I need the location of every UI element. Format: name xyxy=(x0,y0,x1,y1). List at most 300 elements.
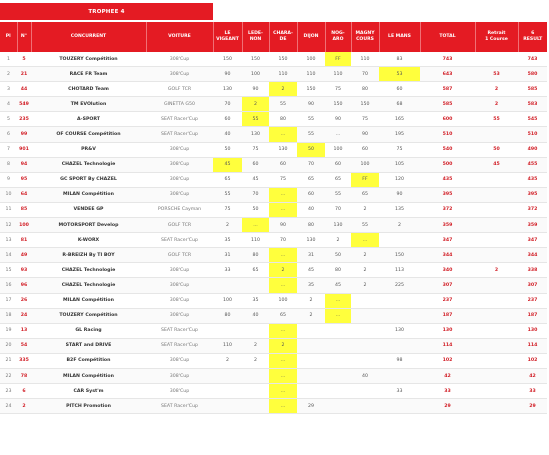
le-vigeant-cell: 31 xyxy=(213,248,242,263)
le-vigeant-cell: 110 xyxy=(213,338,242,353)
car-cell: SEAT Racer'Cup xyxy=(146,338,213,353)
dijon-cell: 2 xyxy=(297,308,325,323)
team-cell: TOUZERY Compétition xyxy=(31,52,146,67)
total-cell: 643 xyxy=(420,67,475,82)
team-cell: CHOTARD Team xyxy=(31,82,146,97)
ledenon-cell xyxy=(242,368,269,383)
car-cell: 308'Cup xyxy=(146,67,213,82)
car-number-cell: 6 xyxy=(17,384,31,399)
nogaro-cell: 70 xyxy=(325,202,351,217)
car-number-cell: 21 xyxy=(17,67,31,82)
car-cell: GINETTA G50 xyxy=(146,97,213,112)
ledenon-cell: 50 xyxy=(242,202,269,217)
retrait-cell xyxy=(475,187,518,202)
charade-cell: 150 xyxy=(269,52,297,67)
dijon-cell: 29 xyxy=(297,399,325,414)
total-cell: 114 xyxy=(420,338,475,353)
magny-cours-cell: 40 xyxy=(351,368,379,383)
table-header-row xyxy=(0,22,547,52)
header-number: N° xyxy=(17,22,31,52)
total-cell: 435 xyxy=(420,172,475,187)
le-vigeant-cell: 55 xyxy=(213,187,242,202)
nogaro-cell: 60 xyxy=(325,157,351,172)
magny-cours-cell: 55 xyxy=(351,218,379,233)
total-cell: 743 xyxy=(420,52,475,67)
header-total: TOTAL xyxy=(420,22,475,52)
ledenon-cell: 2 xyxy=(242,338,269,353)
ledenon-cell xyxy=(242,278,269,293)
position-cell: 22 xyxy=(0,368,17,383)
position-cell: 3 xyxy=(0,82,17,97)
dijon-cell: 80 xyxy=(297,218,325,233)
retrait-cell xyxy=(475,323,518,338)
header-result: 6 RESULT xyxy=(518,22,547,52)
dijon-cell: 150 xyxy=(297,82,325,97)
le-mans-cell: 130 xyxy=(379,323,420,338)
ledenon-cell: ... xyxy=(242,218,269,233)
total-cell: 307 xyxy=(420,278,475,293)
magny-cours-cell xyxy=(351,384,379,399)
result-cell: 307 xyxy=(518,278,547,293)
car-number-cell: 81 xyxy=(17,233,31,248)
le-vigeant-cell: 130 xyxy=(213,82,242,97)
le-mans-cell: 60 xyxy=(379,82,420,97)
charade-cell: ... xyxy=(269,323,297,338)
car-number-cell: 93 xyxy=(17,263,31,278)
le-mans-cell: 165 xyxy=(379,112,420,127)
table-row xyxy=(0,52,547,67)
ledenon-cell: 45 xyxy=(242,172,269,187)
total-cell: 395 xyxy=(420,187,475,202)
team-cell: R-BREIZH By TI BOY xyxy=(31,248,146,263)
team-cell: PR&V xyxy=(31,142,146,157)
ledenon-cell: 110 xyxy=(242,233,269,248)
nogaro-cell xyxy=(325,368,351,383)
nogaro-cell: ... xyxy=(325,293,351,308)
result-cell: 435 xyxy=(518,172,547,187)
magny-cours-cell: 2 xyxy=(351,202,379,217)
car-cell: 308'Cup xyxy=(146,353,213,368)
dijon-cell: 55 xyxy=(297,127,325,142)
nogaro-cell: ... xyxy=(325,308,351,323)
le-vigeant-cell: 100 xyxy=(213,293,242,308)
total-cell: 500 xyxy=(420,157,475,172)
total-cell: 344 xyxy=(420,248,475,263)
charade-cell: 110 xyxy=(269,67,297,82)
team-cell: B2F Compétition xyxy=(31,353,146,368)
nogaro-cell: ... xyxy=(325,127,351,142)
le-mans-cell: 135 xyxy=(379,202,420,217)
nogaro-cell: 50 xyxy=(325,248,351,263)
result-cell: 455 xyxy=(518,157,547,172)
retrait-cell: 2 xyxy=(475,263,518,278)
car-cell: GOLF TCR xyxy=(146,82,213,97)
position-cell: 16 xyxy=(0,278,17,293)
dijon-cell: 100 xyxy=(297,52,325,67)
result-cell: 29 xyxy=(518,399,547,414)
result-cell: 114 xyxy=(518,338,547,353)
result-cell: 743 xyxy=(518,52,547,67)
le-mans-cell xyxy=(379,399,420,414)
car-number-cell: 78 xyxy=(17,368,31,383)
retrait-cell xyxy=(475,248,518,263)
le-mans-cell: 75 xyxy=(379,142,420,157)
charade-cell: 65 xyxy=(269,308,297,323)
header-concurrent: CONCURRENT xyxy=(31,22,146,52)
total-cell: 540 xyxy=(420,142,475,157)
charade-cell: ... xyxy=(269,399,297,414)
car-cell: 308'Cup xyxy=(146,142,213,157)
result-cell: 42 xyxy=(518,368,547,383)
magny-cours-cell xyxy=(351,353,379,368)
position-cell: 1 xyxy=(0,52,17,67)
retrait-cell: 2 xyxy=(475,97,518,112)
le-mans-cell xyxy=(379,338,420,353)
team-cell: MILAN Compétition xyxy=(31,293,146,308)
nogaro-cell xyxy=(325,353,351,368)
header-le-vigeant: LE VIGEANT xyxy=(213,22,242,52)
header-le-mans: LE MANS xyxy=(379,22,420,52)
car-cell: SEAT Racer'Cup xyxy=(146,127,213,142)
ledenon-cell xyxy=(242,323,269,338)
car-cell: 308'Cup xyxy=(146,368,213,383)
total-cell: 102 xyxy=(420,353,475,368)
ledenon-cell: 100 xyxy=(242,67,269,82)
header-nogaro: NOG- ARO xyxy=(325,22,351,52)
le-mans-cell: 225 xyxy=(379,278,420,293)
dijon-cell: 60 xyxy=(297,187,325,202)
car-cell: 308'Cup xyxy=(146,263,213,278)
header-magny-cours: MAGNY COURS xyxy=(351,22,379,52)
nogaro-cell xyxy=(325,338,351,353)
car-number-cell: 2 xyxy=(17,399,31,414)
total-cell: 510 xyxy=(420,127,475,142)
le-vigeant-cell: 80 xyxy=(213,308,242,323)
magny-cours-cell xyxy=(351,293,379,308)
result-cell: 33 xyxy=(518,384,547,399)
le-vigeant-cell xyxy=(213,399,242,414)
position-cell: 10 xyxy=(0,187,17,202)
nogaro-cell: 80 xyxy=(325,263,351,278)
nogaro-cell xyxy=(325,399,351,414)
ledenon-cell: 35 xyxy=(242,293,269,308)
team-cell: K-WORX xyxy=(31,233,146,248)
dijon-cell xyxy=(297,368,325,383)
charade-cell: 2 xyxy=(269,82,297,97)
ledenon-cell: 2 xyxy=(242,97,269,112)
total-cell: 340 xyxy=(420,263,475,278)
le-mans-cell: 83 xyxy=(379,52,420,67)
header-dijon: DIJON xyxy=(297,22,325,52)
total-cell: 372 xyxy=(420,202,475,217)
table-row xyxy=(0,172,547,187)
table-row xyxy=(0,218,547,233)
team-cell: PITCH Promotion xyxy=(31,399,146,414)
position-cell: 19 xyxy=(0,323,17,338)
retrait-cell xyxy=(475,353,518,368)
header-voiture: VOITURE xyxy=(146,22,213,52)
magny-cours-cell: 110 xyxy=(351,52,379,67)
position-cell: 8 xyxy=(0,157,17,172)
trophy-bar xyxy=(0,0,549,21)
ledenon-cell: 40 xyxy=(242,308,269,323)
car-cell: 308'Cup xyxy=(146,52,213,67)
magny-cours-cell: 2 xyxy=(351,278,379,293)
position-cell: 17 xyxy=(0,293,17,308)
retrait-cell: 45 xyxy=(475,157,518,172)
magny-cours-cell: 70 xyxy=(351,67,379,82)
retrait-cell xyxy=(475,293,518,308)
result-cell: 130 xyxy=(518,323,547,338)
car-number-cell: 26 xyxy=(17,293,31,308)
result-cell: 395 xyxy=(518,187,547,202)
total-cell: 42 xyxy=(420,368,475,383)
le-vigeant-cell xyxy=(213,278,242,293)
team-cell: START and DRIVE xyxy=(31,338,146,353)
charade-cell: ... xyxy=(269,353,297,368)
charade-cell: 70 xyxy=(269,233,297,248)
dijon-cell: 31 xyxy=(297,248,325,263)
car-number-cell: 335 xyxy=(17,353,31,368)
le-vigeant-cell: 35 xyxy=(213,233,242,248)
car-cell: 308'Cup xyxy=(146,293,213,308)
le-vigeant-cell: 60 xyxy=(213,112,242,127)
magny-cours-cell: 60 xyxy=(351,142,379,157)
retrait-cell: 2 xyxy=(475,82,518,97)
total-cell: 347 xyxy=(420,233,475,248)
charade-cell: 100 xyxy=(269,293,297,308)
car-number-cell: 96 xyxy=(17,278,31,293)
dijon-cell: 130 xyxy=(297,233,325,248)
retrait-cell: 53 xyxy=(475,67,518,82)
dijon-cell: 50 xyxy=(297,142,325,157)
le-mans-cell xyxy=(379,308,420,323)
dijon-cell: 70 xyxy=(297,157,325,172)
car-number-cell: 235 xyxy=(17,112,31,127)
result-cell: 102 xyxy=(518,353,547,368)
nogaro-cell: 130 xyxy=(325,218,351,233)
le-vigeant-cell: 70 xyxy=(213,97,242,112)
team-cell: GL Racing xyxy=(31,323,146,338)
le-mans-cell xyxy=(379,293,420,308)
team-cell: RACE FR Team xyxy=(31,67,146,82)
dijon-cell: 90 xyxy=(297,97,325,112)
charade-cell: ... xyxy=(269,248,297,263)
charade-cell: ... xyxy=(269,368,297,383)
header-ledenon: LEDE- NON xyxy=(242,22,269,52)
magny-cours-cell: FF xyxy=(351,172,379,187)
ledenon-cell: 90 xyxy=(242,82,269,97)
header-retrait: Retrait 1 Course xyxy=(475,22,518,52)
ledenon-cell: 65 xyxy=(242,263,269,278)
total-cell: 130 xyxy=(420,323,475,338)
team-cell: OF COURSE Compétition xyxy=(31,127,146,142)
le-mans-cell: 195 xyxy=(379,127,420,142)
retrait-cell xyxy=(475,308,518,323)
car-number-cell: 49 xyxy=(17,248,31,263)
total-cell: 33 xyxy=(420,384,475,399)
car-number-cell: 5 xyxy=(17,52,31,67)
car-number-cell: 100 xyxy=(17,218,31,233)
position-cell: 5 xyxy=(0,112,17,127)
car-number-cell: 99 xyxy=(17,127,31,142)
table-row xyxy=(0,293,547,308)
charade-cell: ... xyxy=(269,278,297,293)
magny-cours-cell xyxy=(351,323,379,338)
nogaro-cell: 55 xyxy=(325,187,351,202)
le-mans-cell: 105 xyxy=(379,157,420,172)
team-cell: TOUZERY Compétition xyxy=(31,308,146,323)
nogaro-cell: 110 xyxy=(325,67,351,82)
ledenon-cell xyxy=(242,384,269,399)
nogaro-cell: 90 xyxy=(325,112,351,127)
total-cell: 29 xyxy=(420,399,475,414)
team-cell: VENDEE GP xyxy=(31,202,146,217)
magny-cours-cell: 75 xyxy=(351,112,379,127)
le-mans-cell: 150 xyxy=(379,248,420,263)
team-cell: TM EVOlution xyxy=(31,97,146,112)
le-vigeant-cell: 2 xyxy=(213,353,242,368)
retrait-cell xyxy=(475,384,518,399)
car-cell: GOLF TCR xyxy=(146,218,213,233)
le-mans-cell: 33 xyxy=(379,384,420,399)
result-cell: 338 xyxy=(518,263,547,278)
car-cell: 308'Cup xyxy=(146,308,213,323)
retrait-cell xyxy=(475,368,518,383)
table-body xyxy=(0,52,547,414)
nogaro-cell: 150 xyxy=(325,97,351,112)
table-row xyxy=(0,67,547,82)
table-row xyxy=(0,157,547,172)
car-number-cell: 94 xyxy=(17,157,31,172)
car-cell: SEAT Racer'Cup xyxy=(146,233,213,248)
charade-cell: 2 xyxy=(269,338,297,353)
car-number-cell: 901 xyxy=(17,142,31,157)
position-cell: 2 xyxy=(0,67,17,82)
dijon-cell xyxy=(297,338,325,353)
position-cell: 15 xyxy=(0,263,17,278)
car-number-cell: 549 xyxy=(17,97,31,112)
nogaro-cell: FF xyxy=(325,52,351,67)
table-row xyxy=(0,384,547,399)
dijon-cell: 45 xyxy=(297,263,325,278)
charade-cell: 130 xyxy=(269,142,297,157)
team-cell: CHAZEL Technologie xyxy=(31,263,146,278)
car-cell: 308'Cup xyxy=(146,172,213,187)
dijon-cell xyxy=(297,353,325,368)
position-cell: 23 xyxy=(0,384,17,399)
table-row xyxy=(0,263,547,278)
car-number-cell: 13 xyxy=(17,323,31,338)
charade-cell: ... xyxy=(269,384,297,399)
dijon-cell: 40 xyxy=(297,202,325,217)
magny-cours-cell: 80 xyxy=(351,82,379,97)
magny-cours-cell xyxy=(351,338,379,353)
car-cell: 308'Cup xyxy=(146,384,213,399)
charade-cell: 80 xyxy=(269,112,297,127)
retrait-cell xyxy=(475,218,518,233)
le-vigeant-cell: 65 xyxy=(213,172,242,187)
ledenon-cell: 130 xyxy=(242,127,269,142)
retrait-cell: 50 xyxy=(475,142,518,157)
team-cell: MOTORSPORT Develop xyxy=(31,218,146,233)
car-cell: GOLF TCR xyxy=(146,248,213,263)
retrait-cell xyxy=(475,338,518,353)
car-number-cell: 24 xyxy=(17,308,31,323)
result-cell: 583 xyxy=(518,97,547,112)
car-number-cell: 95 xyxy=(17,172,31,187)
position-cell: 4 xyxy=(0,97,17,112)
ledenon-cell: 75 xyxy=(242,142,269,157)
table-row xyxy=(0,97,547,112)
table-row xyxy=(0,338,547,353)
result-cell: 580 xyxy=(518,67,547,82)
position-cell: 13 xyxy=(0,233,17,248)
standings-table xyxy=(0,22,547,414)
position-cell: 20 xyxy=(0,338,17,353)
magny-cours-cell: 150 xyxy=(351,97,379,112)
retrait-cell xyxy=(475,399,518,414)
magny-cours-cell: 2 xyxy=(351,248,379,263)
ledenon-cell xyxy=(242,399,269,414)
magny-cours-cell: 65 xyxy=(351,187,379,202)
retrait-cell xyxy=(475,172,518,187)
le-vigeant-cell: 75 xyxy=(213,202,242,217)
car-number-cell: 44 xyxy=(17,82,31,97)
car-cell: 308'Cup xyxy=(146,157,213,172)
charade-cell: ... xyxy=(269,127,297,142)
le-vigeant-cell: 150 xyxy=(213,52,242,67)
charade-cell: 60 xyxy=(269,157,297,172)
retrait-cell xyxy=(475,202,518,217)
charade-cell: 90 xyxy=(269,218,297,233)
retrait-cell xyxy=(475,233,518,248)
magny-cours-cell xyxy=(351,308,379,323)
nogaro-cell: 65 xyxy=(325,172,351,187)
ledenon-cell: 80 xyxy=(242,248,269,263)
retrait-cell xyxy=(475,52,518,67)
le-vigeant-cell xyxy=(213,384,242,399)
magny-cours-cell: 2 xyxy=(351,263,379,278)
nogaro-cell xyxy=(325,384,351,399)
position-cell: 18 xyxy=(0,308,17,323)
car-cell: PORSCHE Cayman xyxy=(146,202,213,217)
table-row xyxy=(0,323,547,338)
ledenon-cell: 55 xyxy=(242,112,269,127)
team-cell: CHAZEL Technologie xyxy=(31,157,146,172)
retrait-cell xyxy=(475,127,518,142)
total-cell: 187 xyxy=(420,308,475,323)
nogaro-cell: 100 xyxy=(325,142,351,157)
table-row xyxy=(0,142,547,157)
table-row xyxy=(0,399,547,414)
result-cell: 372 xyxy=(518,202,547,217)
total-cell: 585 xyxy=(420,97,475,112)
le-mans-cell xyxy=(379,368,420,383)
charade-cell: 2 xyxy=(269,263,297,278)
position-cell: 6 xyxy=(0,127,17,142)
le-mans-cell: 120 xyxy=(379,172,420,187)
position-cell: 11 xyxy=(0,202,17,217)
magny-cours-cell xyxy=(351,399,379,414)
charade-cell: ... xyxy=(269,187,297,202)
total-cell: 237 xyxy=(420,293,475,308)
car-number-cell: 54 xyxy=(17,338,31,353)
dijon-cell: 2 xyxy=(297,293,325,308)
table-row xyxy=(0,187,547,202)
car-cell: 308'Cup xyxy=(146,187,213,202)
magny-cours-cell: 90 xyxy=(351,127,379,142)
